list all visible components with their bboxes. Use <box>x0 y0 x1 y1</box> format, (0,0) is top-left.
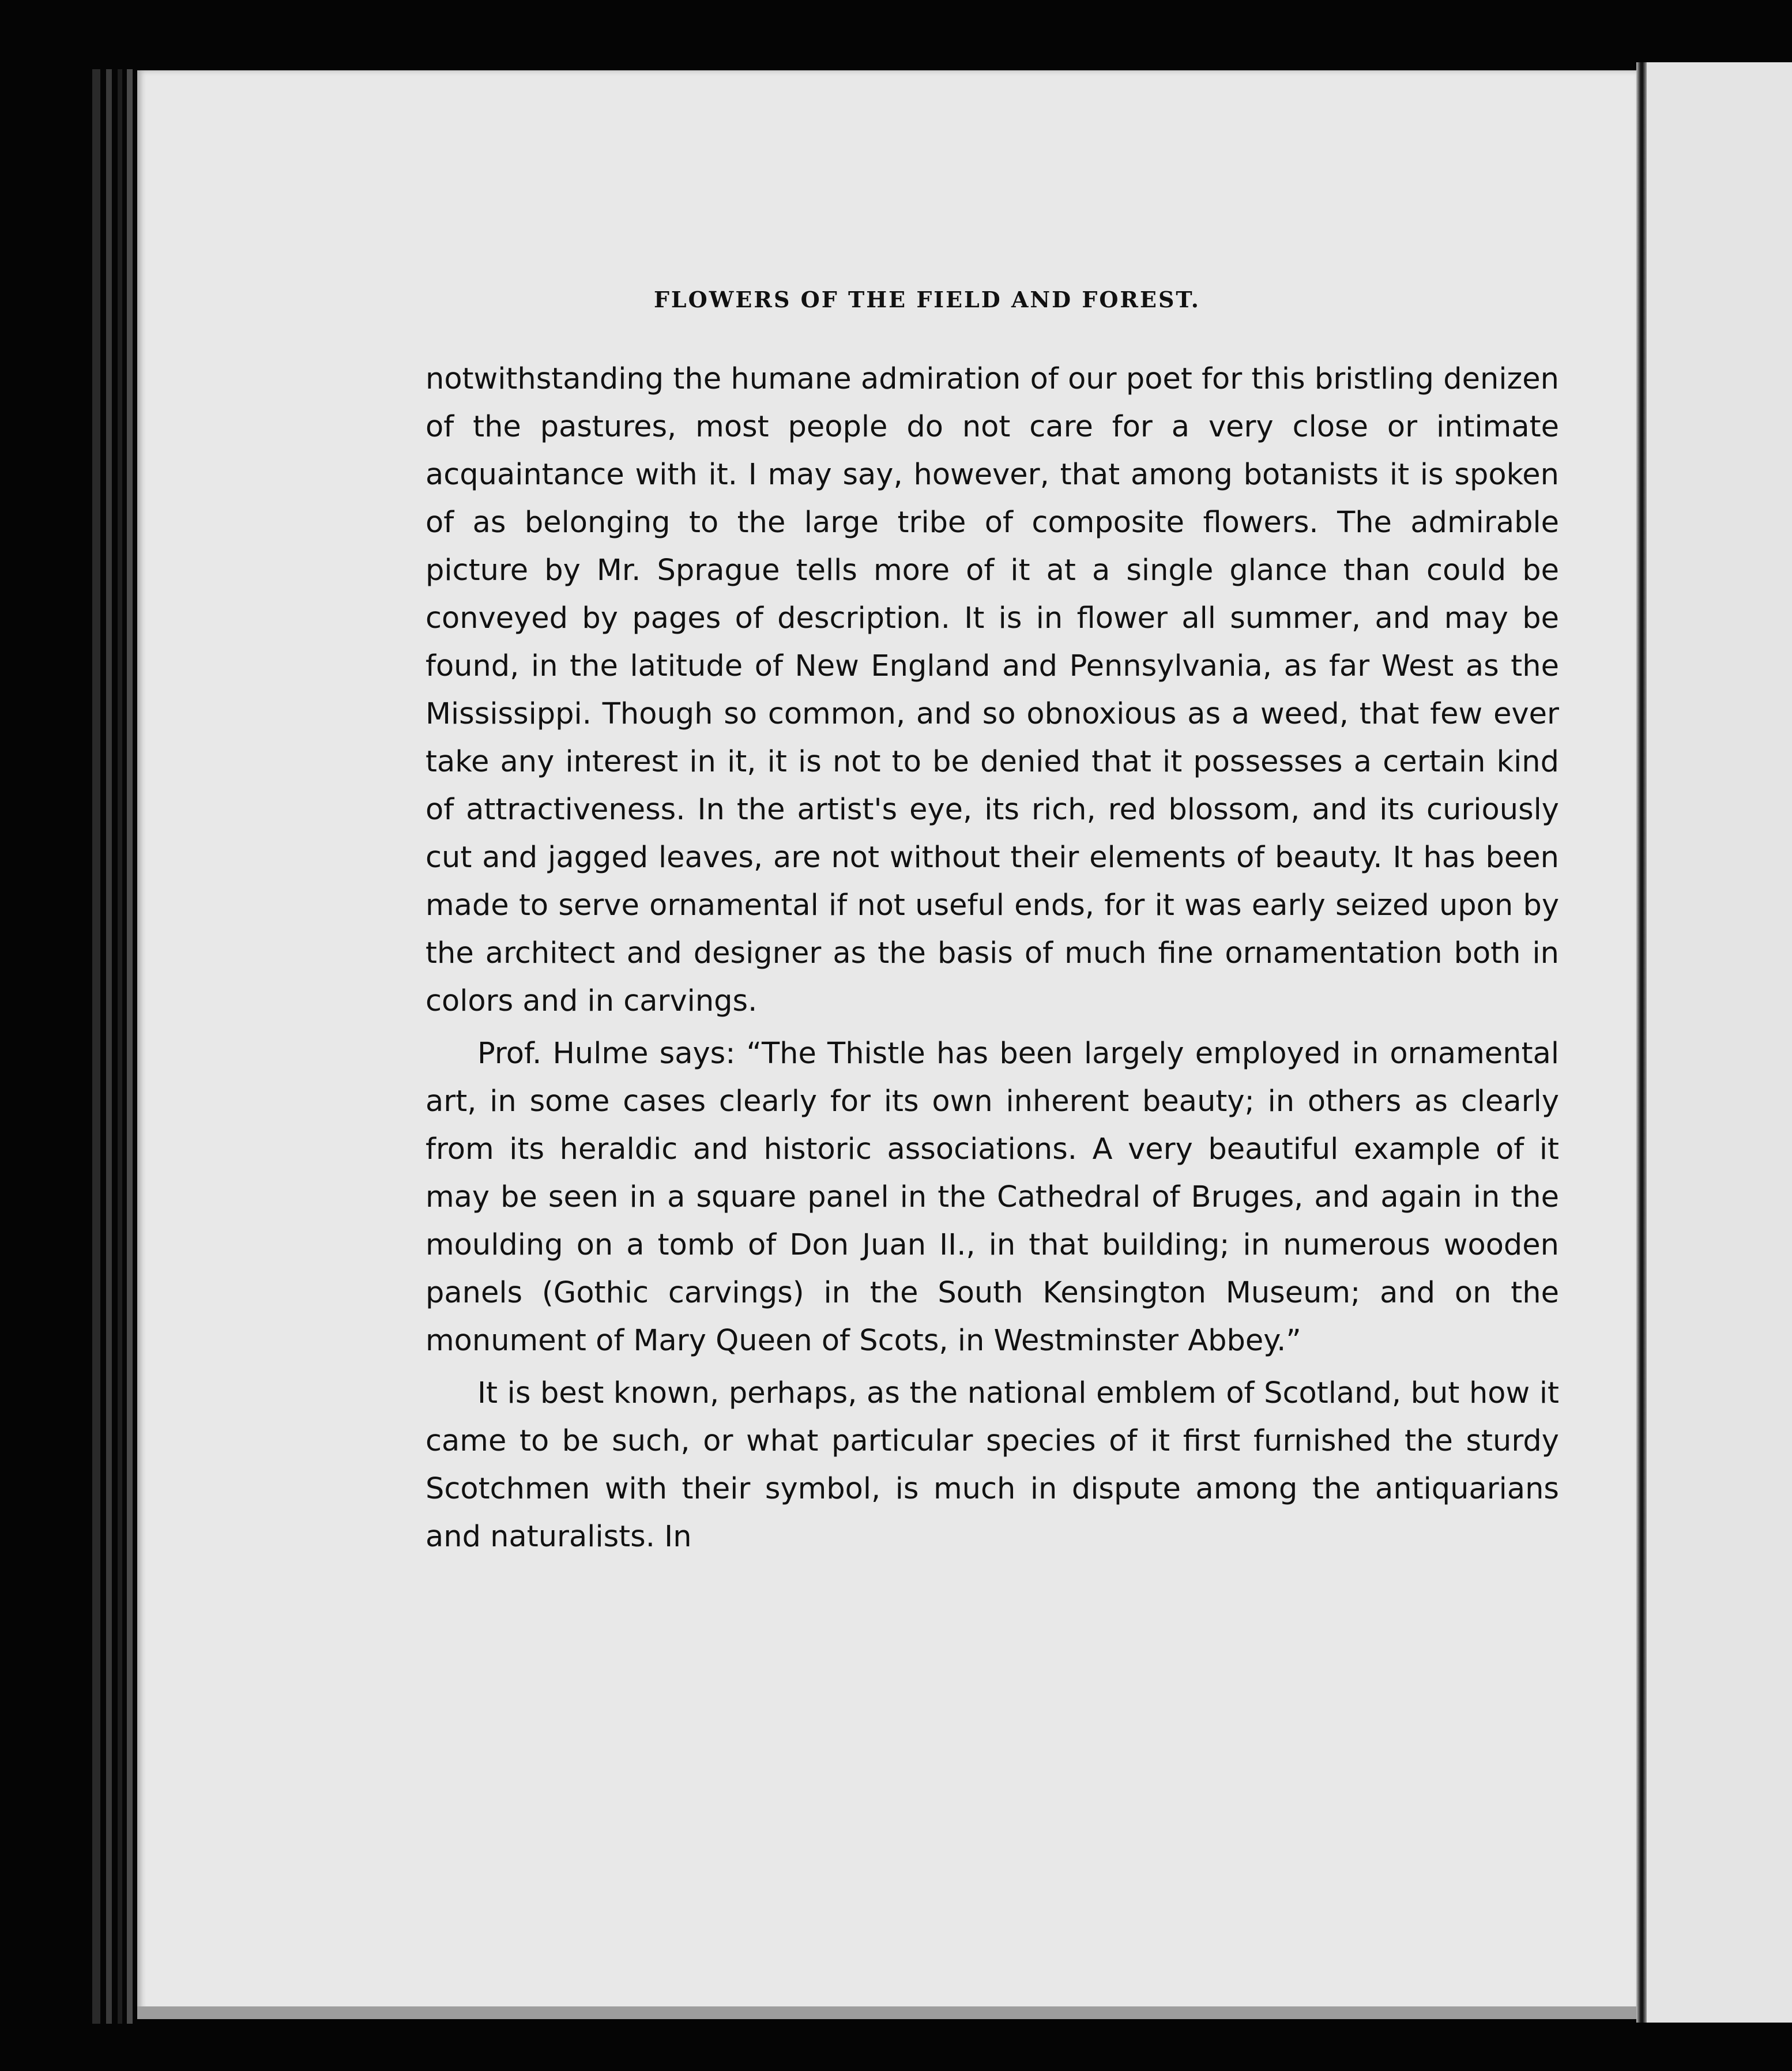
paragraph-3: It is best known, perhaps, as the national emblem of Scotland, but how it came to be such, or what particular species of it first furnished the sturdy Scotchmen with their symbol, is much in dispute among the antiquarians and naturalists. In <box>426 1376 1559 1554</box>
page-body <box>426 355 1559 1561</box>
binding-edge <box>127 69 133 2024</box>
book-page <box>137 70 1636 2019</box>
binding-edge <box>118 69 122 2024</box>
page-gutter <box>1636 62 1647 2023</box>
binding-edge <box>106 69 112 2024</box>
paragraph-1: notwithstanding the humane admiration of our poet for this bristling denizen of the pastures, most people do not care for a very close or intimate acquaintance with it. I may say, however, that among botanists it is spoken of as belonging to the large tribe of composite flowers. The admirable picture by Mr. Sprague tells more of it at a single glance than could be conveyed by pages of description. It is in flower all summer, and may be found, in the latitude of New England and Pennsylvania, as far West as the Mississippi. Though so common, and so obnoxious as a weed, that few ever take any interest in it, it is not to be denied that it possesses a certain kind of attractiveness. In the artist's eye, its rich, red blossom, and its curiously cut and jagged leaves, are not without their elements of beauty. It has been made to serve ornamental if not useful ends, for it was early seized upon by the architect and designer as the basis of much fine ornamentation both in colors and in carvings. <box>426 362 1559 1018</box>
page-bottom-edge <box>137 2006 1636 2019</box>
running-head: FLOWERS OF THE FIELD AND FOREST. <box>653 287 1201 312</box>
binding-edge <box>92 69 100 2024</box>
paragraph-2: Prof. Hulme says: “The Thistle has been largely employed in ornamental art, in some cases clearly for its own inherent beauty; in others as clearly from its heraldic and historic associations. A very beautiful example of it may be seen in a square panel in the Cathedral of Bruges, and again in the moulding on a tomb of Don Juan II., in that building; in numerous wooden panels (Gothic carvings) in the South Kensington Museum; and on the monument of Mary Queen of Scots, in Westminster Abbey.” <box>426 1037 1559 1358</box>
facing-page-edge <box>1647 62 1792 2023</box>
